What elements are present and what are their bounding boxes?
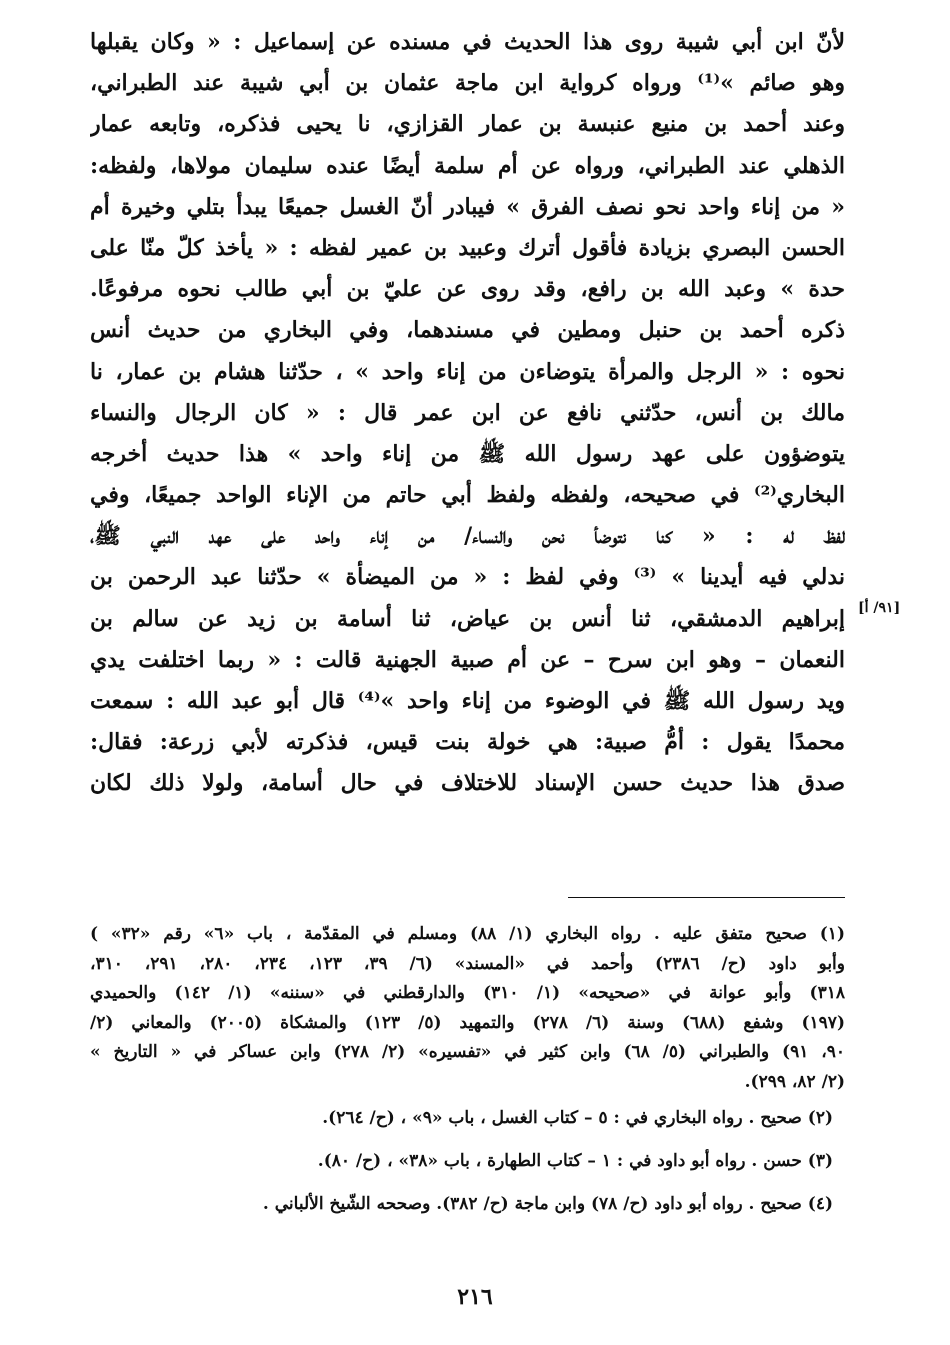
- main-text-line: صدق هذا حديث حسن الإسناد للاختلاف في حال أسامة، ولولا ذلك لكان: [90, 770, 845, 797]
- footnote-1: [90, 918, 845, 1097]
- main-text-line: الحسن البصري بزيادة فأقول أترك وعبيد بن عمير لفظه : « يأخذ كلّ منّا على: [90, 234, 845, 261]
- main-text-line: نحوه : « الرجل والمرأة يتوضاءن من إناء واحد » ، حدّثنا هشام بن عمار، نا: [90, 358, 845, 385]
- main-text-line: إبراهيم الدمشقي، ثنا أنس بن عياض، ثنا أسامة بن زيد عن سالم بن: [90, 605, 845, 632]
- main-text-line: ندلي فيه أيدينا » ⁽³⁾ وفي لفظ : « من الميضأة » حدّثنا عبد الرحمن بن: [90, 564, 845, 591]
- main-text-block: [90, 22, 845, 805]
- main-text-line: البخاري⁽²⁾ في صحيحه، ولفظه ولفظ أبي حاتم من الإناء الواحد جميعًا، وفي: [90, 482, 845, 509]
- footnote-4: (٤) صحيح . رواه أبو داود (ح/ ٧٨) وابن ماجة (ح/ ٣٨٢). وصححه الشّيخ الألباني .: [262, 1194, 833, 1214]
- footnote-3: (٣) حسن . رواه أبو داود في : ١ – كتاب الطهارة ، باب «٣٨» ، (ح/ ٨٠).: [317, 1151, 833, 1171]
- main-text-line: ذكره أحمد بن حنبل ومطين في مسندهما، وفي البخاري من حديث أنس: [90, 317, 845, 344]
- main-text-line: الذهلي عند الطبراني، ورواه عن أم سلمة أيضًا عنده سليمان مولاها، ولفظه:: [90, 152, 845, 179]
- main-text-line: وعند أحمد بن منيع عنبسة بن عمار القزازي، نا يحيى فذكره، وتابعه عمار: [90, 111, 845, 138]
- main-text-line: « من إناء واحد نحو نصف الفرق » فيبادر أنّ الغسل جميعًا يبدأ بتلي وخيرة أم: [90, 193, 845, 220]
- footnote-separator: [568, 897, 845, 898]
- footnote-line: ٣١٨) وأبو عوانة في «صحيحه» (١/ ٣١٠) والدارقطني في «سننه» (١/ ١٤٢) والحميدي: [90, 983, 845, 1003]
- main-text-line: ويد رسول الله ﷺ في الوضوء من إناء واحد »⁽⁴⁾ قال أبو عبد الله : سمعت: [90, 688, 845, 714]
- footnotes-section: [90, 918, 845, 1226]
- main-text-line: النعمان – وهو ابن سرح – عن أم صبية الجهنية قالت : « ربما اختلفت يدي: [90, 646, 845, 673]
- footnote-line: وأبو داود (ح/ ٢٣٨٦) وأحمد في «المسند» (٦/ ٣٩، ١٢٣، ٢٣٤، ٢٨٠، ٢٩١، ٣١٠،: [90, 953, 845, 974]
- main-text-line: لأنّ ابن أبي شيبة روى هذا الحديث في مسنده عن إسماعيل : « وكان يقبلها: [90, 29, 845, 55]
- main-text-line: مالك بن أنس، حدّثني نافع عن ابن عمر قال : « كان الرجال والنساء: [90, 399, 845, 426]
- main-text-line: يتوضؤون على عهد رسول الله ﷺ من إناء واحد » هذا حديث أخرجه: [90, 440, 845, 467]
- page-number: ٢١٦: [457, 1284, 493, 1310]
- main-text-line: محمدًا يقول : أمُّ صبية: هي خولة بنت قيس، فذكرته لأبي زرعة: فقال:: [90, 729, 845, 756]
- footnote-line: (١٩٧) وشفع (٦٨٨) وسنة (٦/ ٢٧٨) والتمهيد (٥/ ١٢٣) والمشكاة (٢٠٠٥) والمعاني (٢/: [90, 1012, 845, 1033]
- main-text-line: لفظ له : « كنا نتوضأ نحن والنساء/ من إناء واحد على عهد النبي ﷺ،: [90, 523, 845, 550]
- footnote-2: (٢) صحيح . رواه البخاري في : ٥ – كتاب الغسل ، باب «٩» ، (ح/ ٢٦٤).: [322, 1108, 833, 1128]
- footnote-line: ٩٠، ٩١) والطبراني (٥/ ٦٨) وابن كثير في «تفسيره» (٢/ ٢٧٨) وابن عساكر في « التاريخ »: [90, 1042, 845, 1062]
- footnote-line: (٢/ ٨٢، ٢٩٩).: [744, 1071, 845, 1092]
- footnote-line: (١) صحيح متفق عليه . رواه البخاري (١/ ٨٨) ومسلم في المقدّمة ، باب «٦» رقم «٣٢» ): [90, 924, 845, 944]
- manuscript-folio-marker: [٩١/ أ]: [858, 600, 901, 616]
- main-text-line: حدة » وعبد الله بن رافع، وقد روى عن عليّ بن أبي طالب نحوه مرفوعًا.: [90, 276, 845, 303]
- main-text-line: وهو صائم »⁽¹⁾ ورواه كرواية ابن ماجة عثمان بن أبي شيبة عند الطبراني،: [90, 70, 845, 97]
